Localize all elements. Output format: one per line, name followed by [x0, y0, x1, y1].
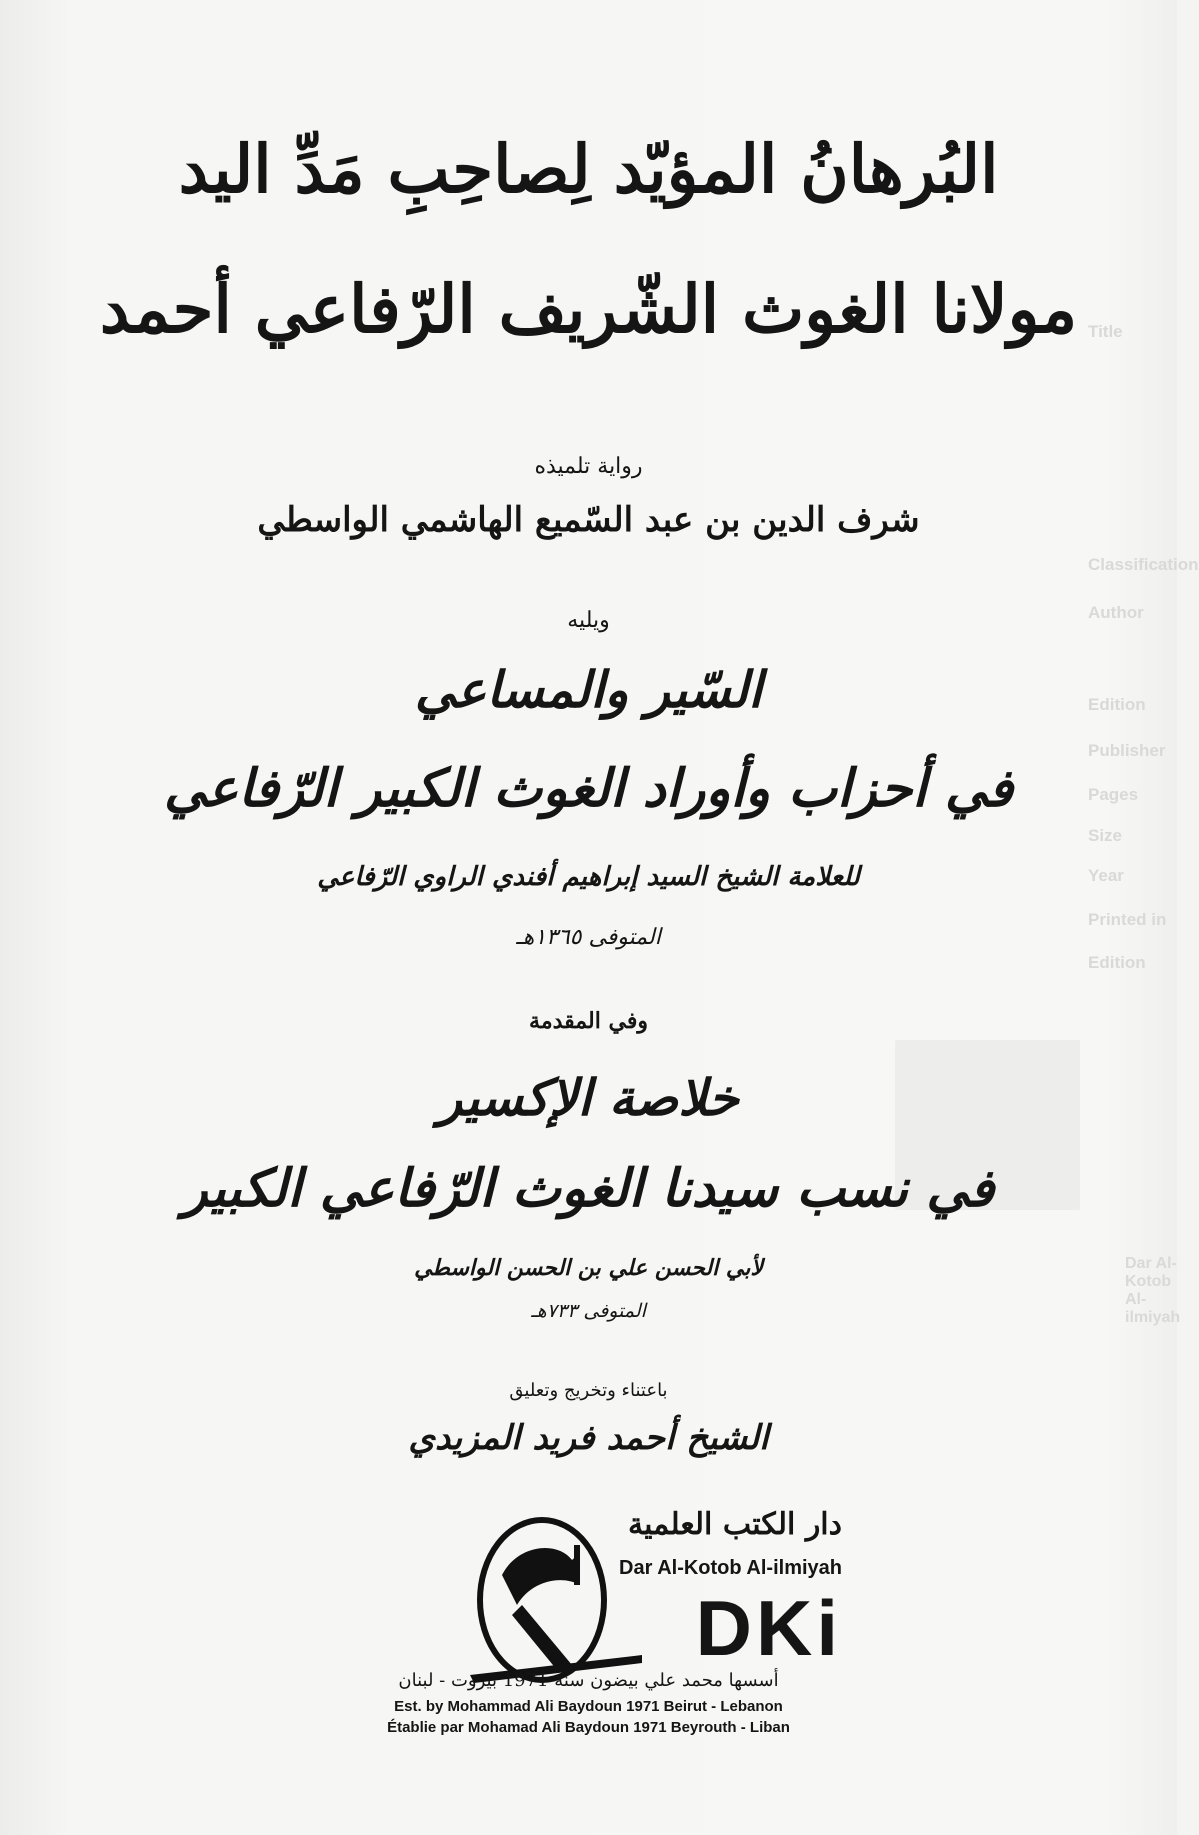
main-title-line2: مولانا الغوث الشّريف الرّفاعي أحمد — [99, 270, 1078, 348]
ghost-label: Pages — [1088, 785, 1139, 804]
intro-death-date: المتوفى ٧٣٣هـ — [531, 1300, 646, 1322]
second-work-death-date: المتوفى ١٣٦٥هـ — [516, 925, 661, 950]
publisher-established-ar: أسسها محمد علي بيضون سنة 1971 بيروت - لبنان — [398, 1670, 779, 1691]
ghost-publisher: Dar Al-Kotob Al-ilmiyah — [1125, 1255, 1181, 1326]
intro-title-line2: في نسب سيدنا الغوث الرّفاعي الكبير — [182, 1158, 995, 1219]
publisher-logo-text: DKi — [695, 1584, 842, 1672]
publisher-established-fr: Établie par Mohamad Ali Baydoun 1971 Beyrouth - Liban — [387, 1719, 790, 1736]
publisher-name-ar: دار الكتب العلمية — [628, 1507, 842, 1542]
ghost-label: Printed in — [1088, 910, 1167, 929]
ghost-label: Year — [1088, 866, 1124, 885]
ghost-label: Classification — [1088, 555, 1199, 574]
ghost-label: Size — [1088, 826, 1123, 845]
introduction-label: وفي المقدمة — [529, 1008, 648, 1034]
ghost-label: Title — [1088, 322, 1123, 341]
publisher-name-en: Dar Al-Kotob Al-ilmiyah — [619, 1557, 842, 1579]
ghost-label: Publisher — [1088, 741, 1166, 760]
second-work-author: للعلامة الشيخ السيد إبراهيم أفندي الراوي الرّفاعي — [317, 862, 860, 892]
narration-label: رواية تلميذه — [534, 454, 643, 479]
followed-by-label: ويليه — [567, 608, 610, 633]
intro-title-line1: خلاصة الإكسير — [438, 1068, 739, 1127]
second-work-title-line2: في أحزاب وأوراد الغوث الكبير الرّفاعي — [163, 758, 1014, 819]
publisher-established-en: Est. by Mohammad Ali Baydoun 1971 Beirut - Lebanon — [394, 1698, 783, 1715]
intro-author: لأبي الحسن علي بن الحسن الواسطي — [414, 1255, 763, 1281]
editor-name: الشيخ أحمد فريد المزيدي — [408, 1418, 769, 1458]
narrator-name: شرف الدين بن عبد السّميع الهاشمي الواسطي — [257, 500, 920, 540]
ghost-label: Author — [1088, 603, 1144, 622]
main-title-line1: البُرهانُ المؤيّد لِصاحِبِ مَدِّ اليد — [178, 130, 999, 208]
editor-label: باعتناء وتخريج وتعليق — [509, 1380, 668, 1401]
ghost-label: Edition — [1088, 953, 1146, 972]
ghost-label: Edition — [1088, 695, 1146, 714]
second-work-title-line1: السّير والمساعي — [414, 660, 763, 719]
